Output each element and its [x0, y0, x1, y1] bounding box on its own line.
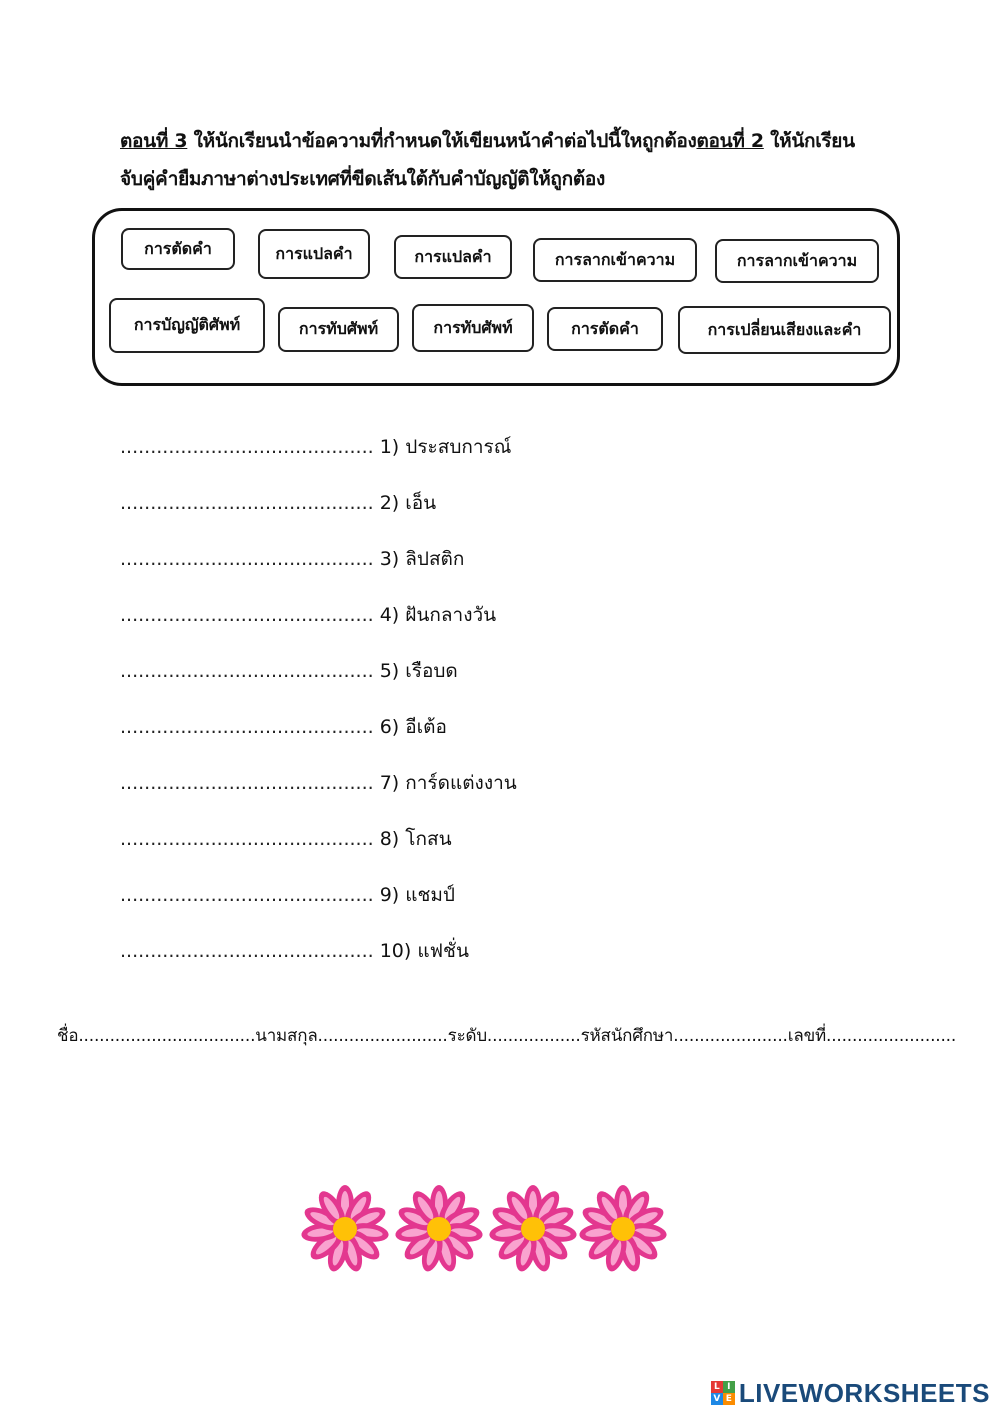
answer-blank[interactable]: .......................................... — [120, 604, 374, 626]
flower-icon — [488, 1182, 578, 1276]
part2-text: ให้นักเรียน — [763, 130, 855, 152]
question-3 — [120, 544, 464, 574]
question-4 — [120, 600, 496, 630]
question-text: 8) โกสน — [379, 828, 452, 850]
answer-blank[interactable]: .......................................... — [120, 772, 374, 794]
answer-blank[interactable]: .......................................... — [120, 660, 374, 682]
part3-text: ให้นักเรียนนำข้อความที่กำหนดให้เขียนหน้าคำต่อไปนี้ใหถูกต้อง — [187, 130, 697, 152]
answer-blank[interactable]: .......................................... — [120, 548, 374, 570]
logo-text: LIVEWORKSHEETS — [738, 1377, 990, 1408]
word-chip[interactable]: การบัญญัติศัพท์ — [109, 298, 265, 353]
question-text: 5) เรือบด — [379, 660, 458, 682]
question-5 — [120, 656, 458, 686]
word-chip[interactable]: การเปลี่ยนเสียงและคำ — [678, 306, 891, 354]
logo-mark-letter: I — [723, 1381, 735, 1393]
part2-label: ตอนที่ 2 — [696, 130, 764, 152]
question-text: 6) อีเต้อ — [379, 716, 447, 738]
word-chip[interactable]: การตัดคำ — [121, 228, 235, 270]
question-10 — [120, 936, 469, 966]
question-text: 10) แฟชั่น — [379, 940, 469, 962]
answer-blank[interactable]: .......................................... — [120, 940, 374, 962]
question-text: 1) ประสบการณ์ — [379, 436, 512, 458]
question-2 — [120, 488, 436, 518]
question-text: 4) ฝันกลางวัน — [379, 604, 497, 626]
answer-blank[interactable]: .......................................... — [120, 492, 374, 514]
flower-center — [521, 1217, 545, 1241]
question-8 — [120, 824, 452, 854]
question-1 — [120, 432, 511, 462]
logo-mark-letter: L — [711, 1381, 723, 1393]
answer-blank[interactable]: .......................................... — [120, 884, 374, 906]
word-chip[interactable]: การลากเข้าความ — [533, 238, 697, 282]
instructions-line2: จับคู่คำยืมภาษาต่างประเทศที่ขีดเส้นใต้กับคำบัญญัติให้ถูกต้อง — [120, 168, 605, 190]
flower-icon — [300, 1182, 390, 1276]
answer-blank[interactable]: .......................................... — [120, 716, 374, 738]
flower-icon — [394, 1182, 484, 1276]
flower-center — [427, 1217, 451, 1241]
word-chip[interactable]: การทับศัพท์ — [278, 307, 399, 352]
logo-mark-letter: E — [723, 1393, 735, 1405]
question-text: 3) ลิปสติก — [379, 548, 465, 570]
question-9 — [120, 880, 455, 910]
logo-mark-letter: V — [711, 1393, 723, 1405]
flower-icon — [578, 1182, 668, 1276]
instructions — [120, 122, 900, 198]
answer-blank[interactable]: .......................................... — [120, 436, 374, 458]
question-text: 2) เอ็น — [379, 492, 437, 514]
word-chip[interactable]: การลากเข้าความ — [715, 239, 879, 283]
question-7 — [120, 768, 517, 798]
question-text: 9) แชมป์ — [379, 884, 455, 906]
flower-center — [611, 1217, 635, 1241]
liveworksheets-logo — [711, 1376, 990, 1410]
word-chip[interactable]: การแปลคำ — [258, 229, 370, 279]
word-chip[interactable]: การตัดคำ — [547, 307, 663, 351]
word-chip[interactable]: การแปลคำ — [394, 235, 512, 279]
student-info-line: ชื่อ..................................นามสกุล.........................ระดับ..................รหัสนักศึกษา......................เลขที่......................... — [57, 1026, 957, 1046]
question-text: 7) การ์ดแต่งงาน — [379, 772, 517, 794]
word-chip[interactable]: การทับศัพท์ — [412, 304, 534, 352]
answer-blank[interactable]: .......................................... — [120, 828, 374, 850]
part3-label: ตอนที่ 3 — [120, 130, 188, 152]
logo-mark-icon — [711, 1381, 735, 1405]
question-6 — [120, 712, 447, 742]
flower-center — [333, 1217, 357, 1241]
word-bank — [92, 208, 900, 386]
